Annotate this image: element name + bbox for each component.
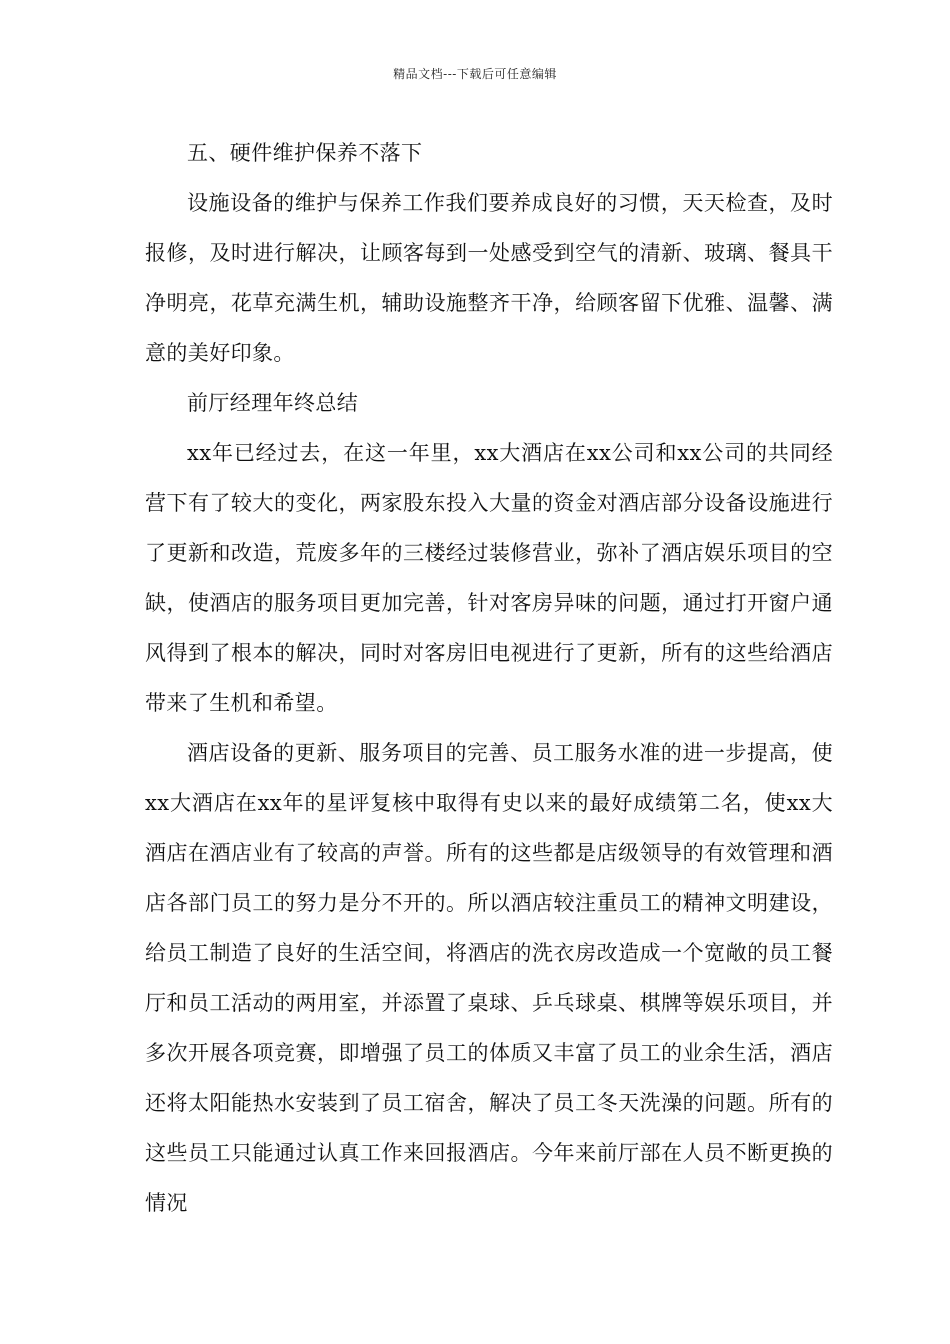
document-body: [145, 128, 833, 1228]
paragraph-maintenance: 设施设备的维护与保养工作我们要养成良好的习惯，天天检查，及时报修，及时进行解决，让顾客每到一处感受到空气的清新、玻璃、餐具干净明亮，花草充满生机，辅助设施整齐干净，给顾客留下优雅、温馨、满意的美好印象。: [145, 191, 833, 365]
section-heading: 五、硬件维护保养不落下: [187, 141, 423, 165]
document-title: 前厅经理年终总结: [187, 391, 359, 415]
paragraph-year-review: xx年已经过去，在这一年里，xx大酒店在xx公司和xx公司的共同经营下有了较大的变化，两家股东投入大量的资金对酒店部分设备设施进行了更新和改造，荒废多年的三楼经过装修营业，弥补了酒店娱乐项目的空缺，使酒店的服务项目更加完善，针对客房异味的问题，通过打开窗户通风得到了根本的解决，同时对客房旧电视进行了更新，所有的这些给酒店带来了生机和希望。: [145, 441, 833, 715]
page-header: 精品文档---下载后可任意编辑: [393, 67, 557, 81]
paragraph-achievements: 酒店设备的更新、服务项目的完善、员工服务水准的进一步提高，使xx大酒店在xx年的星评复核中取得有史以来的最好成绩第二名，使xx大酒店在酒店业有了较高的声誉。所有的这些都是店级领导的有效管理和酒店各部门员工的努力是分不开的。所以酒店较注重员工的精神文明建设，给员工制造了良好的生活空间，将酒店的洗衣房改造成一个宽敞的员工餐厅和员工活动的两用室，并添置了桌球、乒乓球桌、棋牌等娱乐项目，并多次开展各项竞赛，即增强了员工的体质又丰富了员工的业余生活，酒店还将太阳能热水安装到了员工宿舍，解决了员工冬天洗澡的问题。所有的这些员工只能通过认真工作来回报酒店。今年来前厅部在人员不断更换的情况: [145, 741, 833, 1215]
